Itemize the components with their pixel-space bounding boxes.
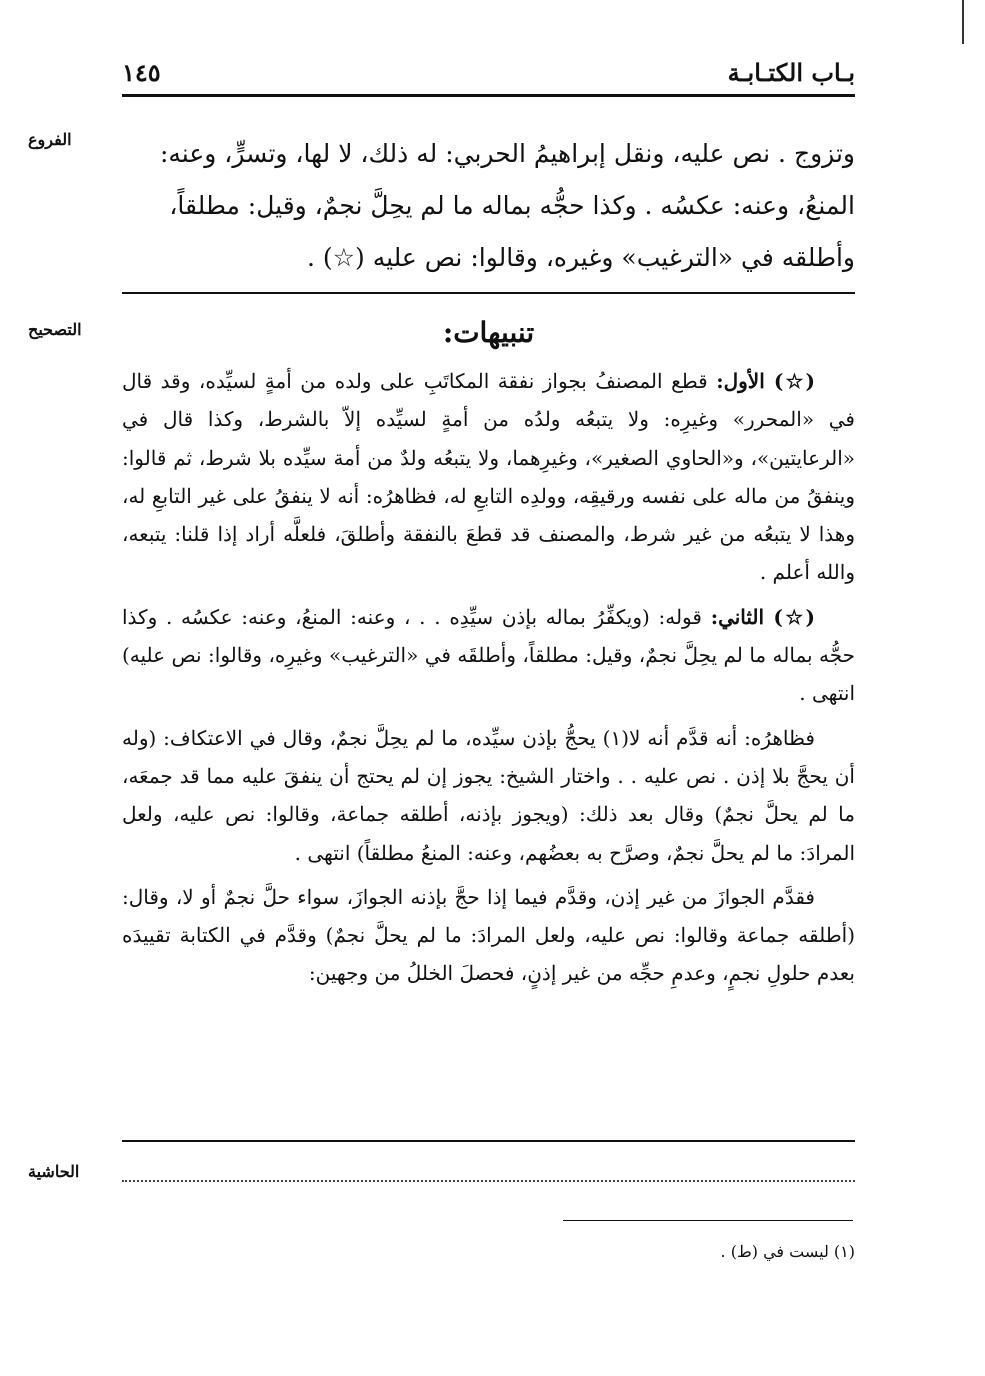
paragraph-third xyxy=(122,719,855,872)
paragraph-body: قوله: (ويكفِّرُ بماله بإذن سيِّدِه . . ، وعنه: المنعُ، وعنه: عكسُه . وكذا حجُّه بماله ما لم يحِلَّ نجمٌ، وقيل: مطلقاً، وأطلقَه في «الترغيب» وغيرِه، وقالوا: نص عليه) انتهى . xyxy=(122,604,855,706)
hashiya-dotted-line xyxy=(122,1168,855,1182)
margin-label-furu: الفروع xyxy=(28,130,72,149)
paragraph-second xyxy=(122,598,855,713)
header-rule xyxy=(122,94,855,97)
paragraph-body: فظاهرُه: أنه قدَّم أنه لا(١) يحجُّ بإذن سيِّده، ما لم يحِلَّ نجمٌ، وقال في الاعتكاف: (وله أن يحجَّ بلا إذن . نص عليه . . واختار الشيخ: يجوز إن لم يحتج أن ينفقَ عليه مما قد جمعَه، ما لم يحلَّ نجمٌ) وقال بعد ذلك: (ويجوز بإذنه، أطلقه جماعة، وقالوا: نص عليه، ولعل المرادَ: ما لم يحلَّ نجمٌ، وصرَّح به بعضُهم، وعنه: المنعُ مطلقاً) انتهى . xyxy=(122,725,855,865)
furu-line: المنعُ، وعنه: عكسُه . وكذا حجُّه بماله ما لم يحِلَّ نجمٌ، وقيل: مطلقاً، xyxy=(169,191,855,220)
paragraph-fourth xyxy=(122,878,855,993)
scan-edge-mark xyxy=(962,0,964,44)
paragraph-first xyxy=(122,362,855,592)
margin-label-tashih: التصحيح xyxy=(28,320,82,339)
furu-line: وأطلقه في «الترغيب» وغيره، وقالوا: نص عليه (☆) . xyxy=(306,243,855,272)
chapter-title: بـاب الكتـابـة xyxy=(727,58,855,87)
tanbihat-heading: تنبيهات: xyxy=(442,316,535,349)
tashih-text-block xyxy=(122,362,855,999)
footnote: (١) ليست في (ط) . xyxy=(720,1242,855,1261)
paragraph-body: فقدَّم الجوازَ من غير إذن، وقدَّم فيما إذا حجَّ بإذنه الجوازَ، سواء حلَّ نجمٌ أو لا، وقال: (أطلقه جماعة وقالوا: نص عليه، ولعل المرادَ: ما لم يحلَّ نجمٌ) وقدَّم في الكتابة تقييدَه بعدم حلولِ نجمٍ، وعدمِ حجِّه من غير إذنٍ، فحصلَ الخللُ من وجهين: xyxy=(122,884,855,986)
margin-label-hashiya: الحاشية xyxy=(28,1162,80,1181)
paragraph-lead: (☆) الأول: xyxy=(716,369,816,393)
furu-text-block xyxy=(122,128,855,284)
page-number: ١٤٥ xyxy=(122,58,161,87)
paragraph-lead: (☆) الثاني: xyxy=(710,604,815,629)
furu-line: وتزوج . نص عليه، ونقل إبراهيمُ الحربي: له ذلك، لا لها، وتسرٍّ، وعنه: xyxy=(159,139,855,168)
section-divider xyxy=(122,292,855,294)
paragraph-body: قطع المصنفُ بجواز نفقة المكاتَبِ على ولده من أمةٍ لسيِّده، وقد قال في «المحرر» وغيرِه: ولا يتبعُه ولدُه من أمةٍ لسيِّده إلاّ بالشرط، وكذا قال في «الرعايتين»، و«الحاوي الصغير»، وغيرِهما، ولا يتبعُه ولدٌ من أمة سيِّده بلا شرط، ثم قالوا: وينفقُ من ماله على نفسه ورقيقِه، وولدِه التابعِ له، فظاهرُه: أنه لا ينفقُ على غير التابعِ له، وهذا لا يتبعُه من غير شرط، والمصنف قد قطعَ بالنفقة وأطلقَ، فلعلَّه أراد إذا قلنا: يتبعه، والله أعلم . xyxy=(122,369,855,585)
hashiya-divider xyxy=(122,1140,855,1142)
footnote-rule xyxy=(563,1220,853,1221)
